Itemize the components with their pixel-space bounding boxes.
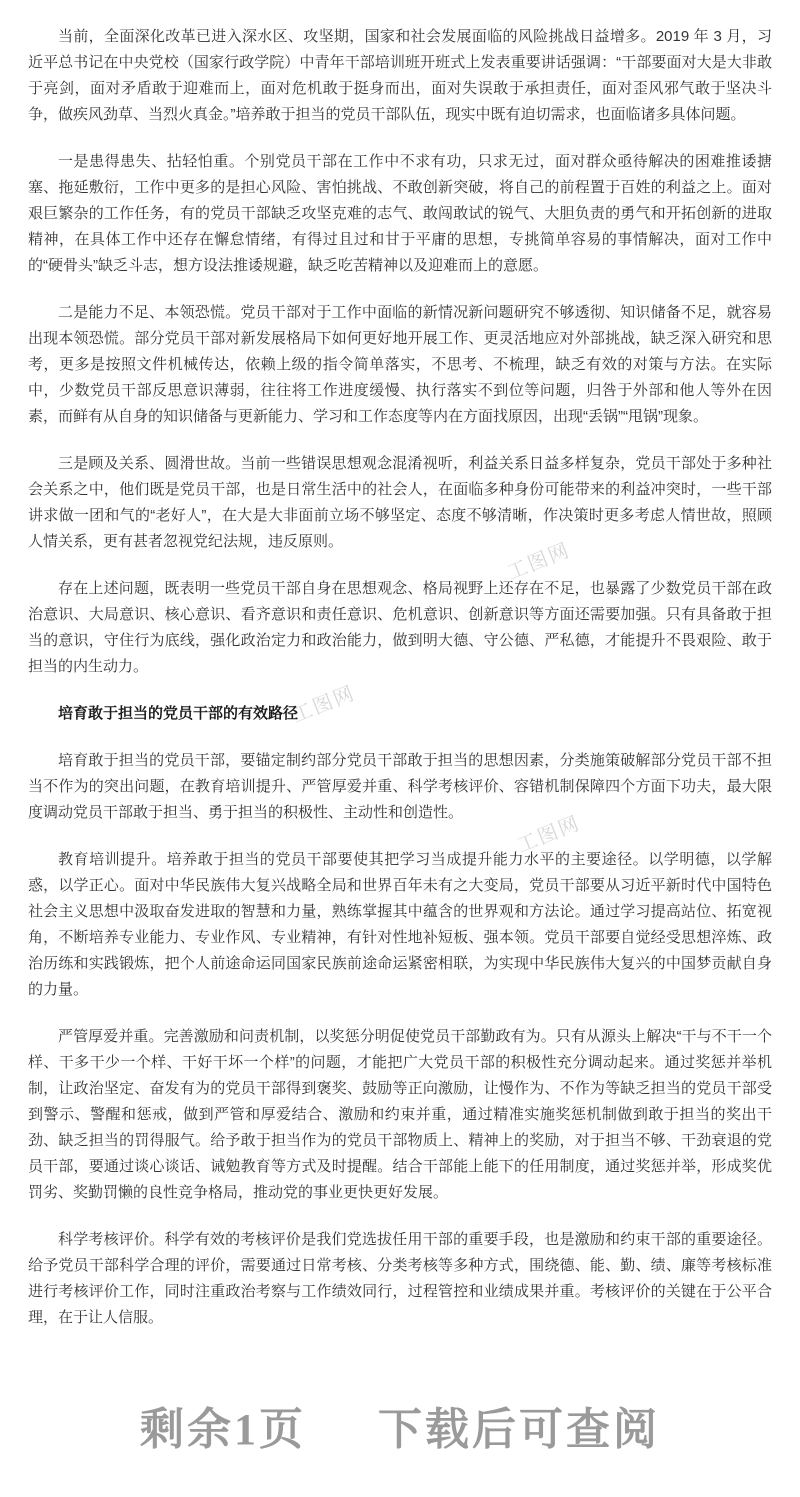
paragraph: 三是顾及关系、圆滑世故。当前一些错误思想观念混淆视听，利益关系日益多样复杂，党员干部处于多种社会关系之中，他们既是党员干部，也是日常生活中的社会人，在面临多种身份可能带来的利益冲突时，一些干部讲求做一团和气的“老好人”，在大是大非面前立场不够坚定、态度不够清晰，作决策时更多考虑人情世故，照顾人情关系，更有甚者忽视党纪法规，违反原则。 [28, 455, 772, 550]
paragraph: 严管厚爱并重。完善激励和问责机制，以奖惩分明促使党员干部勤政有为。只有从源头上解决“干与不干一个样、干多干少一个样、干好干坏一个样”的问题，才能把广大党员干部的积极性充分调动起来。通过奖惩并举机制，让政治坚定、奋发有为的党员干部得到褒奖、鼓励等正向激励，让慢作为、不作为等缺乏担当的党员干部受到警示、警醒和惩戒，做到严管和厚爱结合、激励和约束并重，通过精准实施奖惩机制做到敢于担当的奖出干劲、缺乏担当的罚得服气。给予敢于担当作为的党员干部物质上、精神上的奖励，对于担当不够、干劲衰退的党员干部，要通过谈心谈话、诫勉教育等方式及时提醒。结合干部能上能下的任用制度，通过奖惩并举，形成奖优罚劣、奖勤罚懒的良性竞争格局，推动党的事业更快更好发展。 [28, 1028, 772, 1201]
paragraph: 存在上述问题，既表明一些党员干部自身在思想观念、格局视野上还存在不足，也暴露了少数党员干部在政治意识、大局意识、核心意识、看齐意识和责任意识、危机意识、创新意识等方面还需要加强。只有具备敢于担当的意识，守住行为底线，强化政治定力和政治能力，做到明大德、守公德、严私德，才能提升不畏艰险、敢于担当的内生动力。 [28, 580, 772, 675]
document-body [28, 24, 772, 1457]
watermark: 工图网 [289, 682, 359, 728]
paragraph: 培育敢于担当的党员干部，要锚定制约部分党员干部敢于担当的思想因素，分类施策破解部分党员干部不担当不作为的突出问题，在教育培训提升、严管厚爱并重、科学考核评价、容错机制保障四个方面下功夫，最大限度调动党员干部敢于担当、勇于担当的积极性、主动性和创造性。 [28, 752, 772, 821]
paragraph: 一是患得患失、拈轻怕重。个别党员干部在工作中不求有功，只求无过，面对群众亟待解决的困难推诿搪塞、拖延敷衍，工作中更多的是担心风险、害怕挑战、不敢创新突破，将自己的前程置于百姓的利益之上。面对艰巨繁杂的工作任务，有的党员干部缺乏攻坚克难的志气、敢闯敢试的锐气、大胆负责的勇气和开拓创新的进取精神，在具体工作中还存在懈怠情绪，有得过且过和甘于平庸的思想，专挑简单容易的事情解决，面对工作中的“硬骨头”缺乏斗志，想方设法推诿规避，缺乏吃苦精神以及迎难而上的意愿。 [28, 153, 772, 274]
watermark: 工图网 [514, 812, 584, 858]
watermark: 工图网 [504, 539, 574, 585]
paragraph: 当前，全面深化改革已进入深水区、攻坚期，国家和社会发展面临的风险挑战日益增多。2019 年 3 月，习近平总书记在中央党校（国家行政学院）中青年干部培训班开班式上发表重要讲话强调：“干部要面对大是大非敢于亮剑，面对矛盾敢于迎难而上，面对危机敢于挺身而出，面对失误敢于承担责任，面对歪风邪气敢于坚决斗争，做疾风劲草、当烈火真金。”培养敢于担当的党员干部队伍，现实中既有迫切需求，也面临诸多具体问题。 [28, 28, 772, 123]
paragraph: 教育培训提升。培养敢于担当的党员干部要使其把学习当成提升能力水平的主要途径。以学明德，以学解惑，以学正心。面对中华民族伟大复兴战略全局和世界百年未有之大变局，党员干部要从习近平新时代中国特色社会主义思想中汲取奋发进取的智慧和力量，熟练掌握其中蕴含的世界观和方法论。通过学习提高站位、拓宽视角，不断培养专业能力、专业作风、专业精神，有针对性地补短板、强本领。党员干部要自觉经受思想淬炼、政治历练和实践锻炼，把个人前途命运同国家民族前途命运紧密相联，为实现中华民族伟大复兴的中国梦贡献自身的力量。 [28, 851, 772, 998]
paragraph: 科学考核评价。科学有效的考核评价是我们党选拔任用干部的重要手段，也是激励和约束干部的重要途径。给予党员干部科学合理的评价，需要通过日常考核、分类考核等多种方式，围绕德、能、勤、绩、廉等考核标准进行考核评价工作，同时注重政治考察与工作绩效同行，过程管控和业绩成果并重。考核评价的关键在于公平合理，在于让人信服。 [28, 1231, 772, 1326]
section-heading: 培育敢于担当的党员干部的有效路径 [58, 705, 299, 722]
download-hint-banner [28, 1393, 772, 1457]
paragraph: 二是能力不足、本领恐慌。党员干部对于工作中面临的新情况新问题研究不够透彻、知识储备不足，就容易出现本领恐慌。部分党员干部对新发展格局下如何更好地开展工作、更灵活地应对外部挑战，缺乏深入研究和思考，更多是按照文件机械传达，依赖上级的指令简单落实，不思考、不梳理，缺乏有效的对策与方法。在实际中，少数党员干部反思意识薄弱，往往将工作进度缓慢、执行落实不到位等问题，归咎于外部和他人等外在因素，而鲜有从自身的知识储备与更新能力、学习和工作态度等内在方面找原因，出现“丢锅”“甩锅”现象。 [28, 304, 772, 425]
pages-remaining-label: 剩余1页 [140, 1405, 306, 1454]
view-after-download-label: 下载后可查阅 [378, 1405, 660, 1454]
